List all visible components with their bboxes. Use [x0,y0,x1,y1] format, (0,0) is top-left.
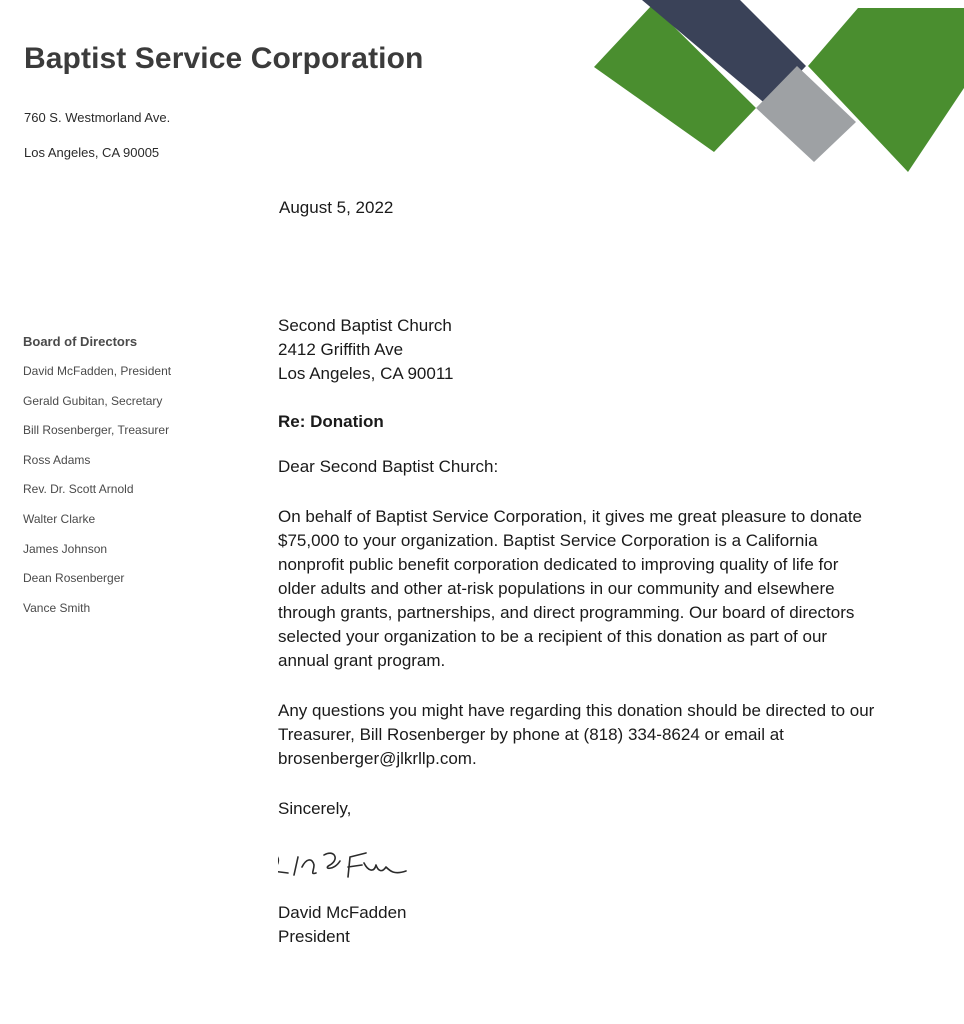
body-paragraph-2: Any questions you might have regarding this donation should be directed to our Treasurer, Bill Rosenberger by phone at (818) 334-8624 or email at brosenberger@jlkrllp.com. [278,701,875,768]
body-paragraph-1: On behalf of Baptist Service Corporation, it gives me great pleasure to donate $75,000 to your organization. Baptist Service Corporation is a California nonprofit public benefit corporation dedicated to improving quality of life for older adults and other at-risk populations in our community and elsewhere through grants, partnerships, and direct programming. Our board of directors selected your organization to be a recipient of this donation as part of our annual grant program. [278,507,862,670]
board-member: Walter Clarke [23,511,96,526]
recipient-name: Second Baptist Church [278,316,452,335]
address-line-2: Los Angeles, CA 90005 [24,145,160,160]
salutation: Dear Second Baptist Church: [278,457,499,476]
signature-scribble [278,831,518,895]
board-member: Bill Rosenberger, Treasurer [23,423,170,438]
signer-name: David McFadden [278,903,407,922]
closing: Sincerely, [278,799,352,818]
logo-green-right [808,8,964,172]
board-of-directors [23,334,243,628]
address-line-1: 760 S. Westmorland Ave. [24,110,171,125]
board-member: Gerald Gubitan, Secretary [23,393,163,408]
letter-body [278,314,878,949]
board-member: David McFadden, President [23,364,172,378]
subject-line: Re: Donation [278,412,384,431]
signature [278,831,878,895]
logo [594,0,964,180]
board-title: Board of Directors [23,334,138,349]
board-member: Rev. Dr. Scott Arnold [23,482,134,497]
letter-date: August 5, 2022 [279,198,394,217]
recipient-address [278,314,878,386]
signer-title: President [278,927,350,946]
organization-name: Baptist Service Corporation [24,42,424,75]
recipient-street: 2412 Griffith Ave [278,340,404,359]
board-member: Vance Smith [23,600,91,615]
board-member: Ross Adams [23,452,91,467]
recipient-city: Los Angeles, CA 90011 [278,364,454,383]
board-list [23,362,243,628]
board-member: Dean Rosenberger [23,571,125,586]
board-member: James Johnson [23,541,108,556]
